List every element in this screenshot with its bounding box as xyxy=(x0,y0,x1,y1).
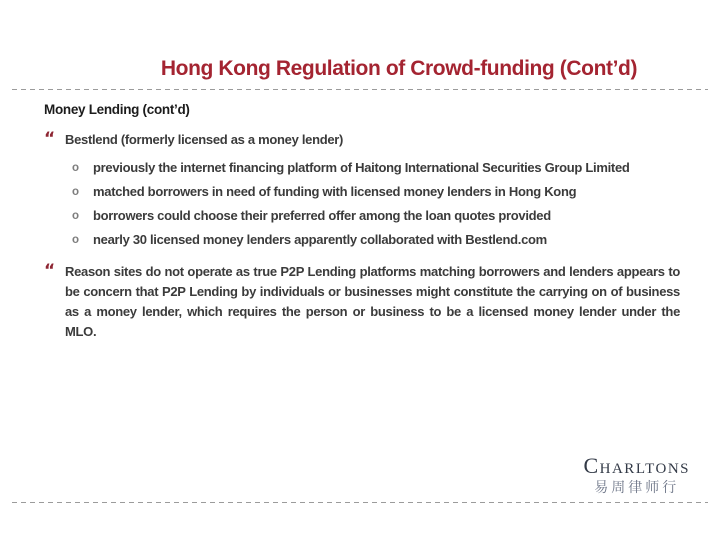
sub-bullet-item xyxy=(72,158,680,178)
sub-bullet-text: previously the internet financing platform of Haitong International Securities Group Limited xyxy=(93,160,630,175)
header-divider xyxy=(12,89,708,90)
sub-bullet-item xyxy=(72,182,680,202)
circle-bullet-icon: o xyxy=(72,210,80,222)
circle-bullet-icon: o xyxy=(72,162,80,174)
bullet-item-bestlend xyxy=(44,130,680,150)
quote-bullet-icon: “ xyxy=(44,261,56,281)
bullet-text: Bestlend (formerly licensed as a money lender) xyxy=(65,132,344,147)
logo-wordmark: Charltons xyxy=(583,453,690,478)
sub-bullet-text: borrowers could choose their preferred offer among the loan quotes provided xyxy=(93,208,551,223)
sub-bullet-item xyxy=(72,206,680,226)
circle-bullet-icon: o xyxy=(72,186,80,198)
logo-chinese-name: 易周律师行 xyxy=(594,479,680,495)
sub-bullet-item xyxy=(72,230,680,250)
page-title: Hong Kong Regulation of Crowd-funding (Cont’d) xyxy=(160,57,638,80)
sub-bullet-list xyxy=(72,158,680,250)
bullet-text: Reason sites do not operate as true P2P Lending platforms matching borrowers and lenders appears to be concern that P2P Lending by individuals or businesses might constitute the carrying on of business as a money lender, which requires the person or business to be a licensed money lender under the MLO. xyxy=(65,264,680,339)
charltons-logo xyxy=(583,453,690,496)
footer-divider xyxy=(12,502,708,503)
section-heading: Money Lending (cont’d) xyxy=(44,102,190,117)
sub-bullet-text: matched borrowers in need of funding with licensed money lenders in Hong Kong xyxy=(93,184,577,199)
bullet-item-reason xyxy=(44,262,680,342)
quote-bullet-icon: “ xyxy=(44,129,56,149)
sub-bullet-text: nearly 30 licensed money lenders apparently collaborated with Bestlend.com xyxy=(93,232,547,247)
circle-bullet-icon: o xyxy=(72,234,80,246)
slide-body xyxy=(44,102,680,342)
